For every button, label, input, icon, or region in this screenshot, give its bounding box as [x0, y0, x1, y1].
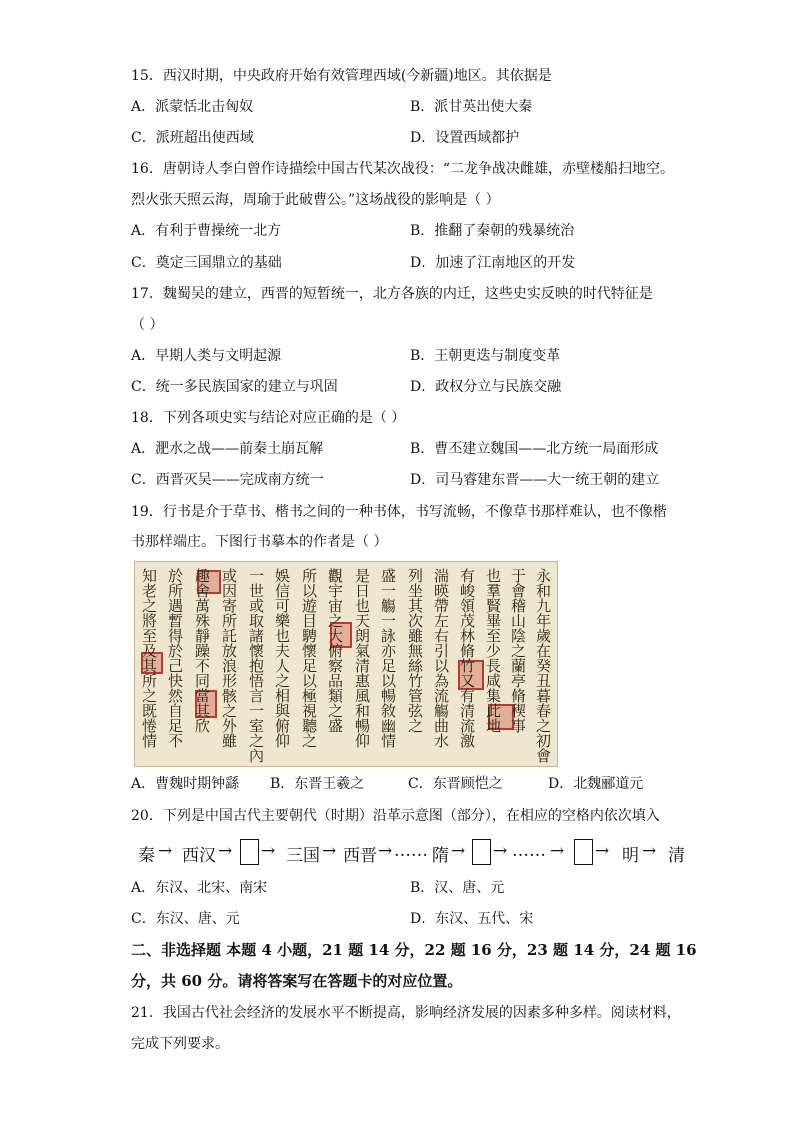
q17-option-c: C．统一多民族国家的建立与巩固	[131, 379, 338, 395]
dynasty-xihan: 西汉	[182, 846, 216, 866]
blank-box-2	[472, 839, 491, 865]
q18-option-c: C．西晋灭吴——完成南方统一	[131, 472, 324, 488]
blank-box-1	[240, 839, 259, 865]
flow-arrow: →	[550, 841, 565, 861]
q15-option-d: D．设置西域都护	[410, 130, 520, 146]
q16-stem-line2: 烈火张天照云海，周瑜于此破曹公。”这场战役的影响是（ ）	[131, 192, 500, 208]
calligraphy-column: 娛信可樂也夫人之相與俯仰	[273, 568, 291, 748]
q18-option-a: A．淝水之战——前秦土崩瓦解	[131, 441, 324, 457]
q20-stem: 20．下列是中国古代主要朝代（时期）沿革示意图（部分），在相应的空格内依次填入	[131, 808, 660, 824]
flow-arrow: →	[642, 841, 657, 861]
calligraphy-column: 盛一觴一詠亦足以暢敘幽情	[379, 568, 397, 748]
calligraphy-column: 有峻領茂林脩竹又有清流激	[458, 568, 476, 748]
q17-option-a: A．早期人类与文明起源	[131, 348, 282, 364]
flow-arrow: →	[451, 841, 466, 861]
flow-ellipsis: ……	[394, 841, 428, 861]
q20-option-a: A．东汉、北宋、南宋	[131, 880, 268, 896]
q17-option-b: B．王朝更迭与制度变革	[410, 348, 561, 364]
flow-arrow: →	[378, 841, 393, 861]
flow-arrow: →	[218, 841, 233, 861]
flow-arrow: →	[595, 841, 610, 861]
flow-arrow: →	[261, 841, 276, 861]
q20-option-d: D．东汉、五代、宋	[410, 911, 534, 927]
q16-option-a: A．有利于曹操统一北方	[131, 223, 282, 239]
q21-stem-line2: 完成下列要求。	[131, 1036, 229, 1052]
section2-heading-line1: 二、非选择题 本题 4 小题，21 题 14 分，22 题 16 分，23 题 14 分，24 题 16	[131, 941, 697, 959]
q15-stem: 15．西汉时期，中央政府开始有效管理西域(今新疆)地区。其依据是	[131, 68, 552, 84]
q18-stem: 18．下列各项史实与结论对应正确的是（ ）	[131, 410, 406, 426]
q20-option-b: B．汉、唐、元	[410, 880, 505, 896]
calligraphy-column: 於所遇暫得於己快然自足不	[166, 568, 184, 748]
flow-arrow: →	[322, 841, 337, 861]
q17-stem-line2: （ ）	[131, 317, 164, 333]
q20-option-c: C．东汉、唐、元	[131, 911, 240, 927]
calligraphy-image	[134, 561, 558, 767]
q15-option-b: B．派甘英出使大秦	[410, 99, 533, 115]
dynasty-flow-diagram	[138, 838, 698, 868]
calligraphy-column: 是日也天朗氣清惠風和暢仰	[353, 568, 371, 748]
q19-option-d: D．北魏郦道元	[548, 776, 644, 792]
q16-option-c: C．奠定三国鼎立的基础	[131, 255, 282, 271]
q16-option-b: B．推翻了秦朝的残暴统治	[410, 223, 575, 239]
q18-option-d: D．司马睿建东晋——大一统王朝的建立	[410, 472, 660, 488]
calligraphy-column: 于會稽山陰之蘭亭脩稧事	[509, 568, 527, 733]
flow-ellipsis: ……	[512, 841, 546, 861]
flow-arrow: →	[158, 841, 173, 861]
calligraphy-column: 趣舍萬殊靜躁不同當其欣	[193, 568, 211, 733]
q19-option-c: C．东晋顾恺之	[408, 776, 503, 792]
q17-stem-line1: 17．魏蜀吴的建立，西晋的短暂统一，北方各族的内迁，这些史实反映的时代特征是	[131, 286, 653, 302]
q19-stem-line2: 书那样端庄。下图行书摹本的作者是（ ）	[131, 534, 388, 550]
q18-option-b: B．曹丕建立魏国——北方统一局面形成	[410, 441, 659, 457]
q21-stem-line1: 21．我国古代社会经济的发展水平不断提高，影响经济发展的因素多种多样。阅读材料，	[131, 1005, 681, 1021]
dynasty-qing: 清	[668, 846, 685, 866]
calligraphy-column: 知老之將至及其所之既惓情	[140, 568, 158, 748]
calligraphy-column: 一世或取諸懷抱悟言一室之內	[247, 568, 265, 763]
q19-option-b: B．东晋王羲之	[270, 776, 365, 792]
calligraphy-column: 永和九年歲在癸丑暮春之初會	[534, 568, 552, 763]
q16-option-d: D．加速了江南地区的开发	[410, 255, 576, 271]
q19-option-a: A．曹魏时期钟繇	[131, 776, 240, 792]
calligraphy-column: 也羣賢畢至少長咸集此地	[484, 568, 502, 733]
calligraphy-column: 湍暎帶左右引以為流觴曲水	[432, 568, 450, 748]
dynasty-sui: 隋	[432, 846, 449, 866]
section2-heading-line2: 分，共 60 分。请将答案写在答题卡的对应位置。	[131, 972, 463, 990]
calligraphy-column: 列坐其次雖無絲竹管弦之	[406, 568, 424, 733]
flow-arrow: →	[493, 841, 508, 861]
q19-stem-line1: 19．行书是介于草书、楷书之间的一种书体，书写流畅，不像草书那样难认，也不像楷	[131, 504, 667, 520]
q15-option-c: C．派班超出使西域	[131, 130, 254, 146]
dynasty-sanguo: 三国	[286, 846, 320, 866]
calligraphy-column: 或因寄所託放浪形骸之外雖	[220, 568, 238, 748]
blank-box-3	[574, 839, 593, 865]
q16-stem-line1: 16．唐朝诗人李白曾作诗描绘中国古代某次战役：“二龙争战决雌雄，赤壁楼船扫地空。	[131, 161, 674, 177]
calligraphy-column: 所以遊目騁懷足以極視聽之	[300, 568, 318, 748]
dynasty-ming: 明	[622, 846, 639, 866]
q17-option-d: D．政权分立与民族交融	[410, 379, 562, 395]
q15-option-a: A．派蒙恬北击匈奴	[131, 99, 254, 115]
dynasty-xijin: 西晋	[343, 846, 377, 866]
dynasty-qin: 秦	[138, 846, 155, 866]
calligraphy-column: 觀宇宙之大俯察品類之盛	[326, 568, 344, 733]
